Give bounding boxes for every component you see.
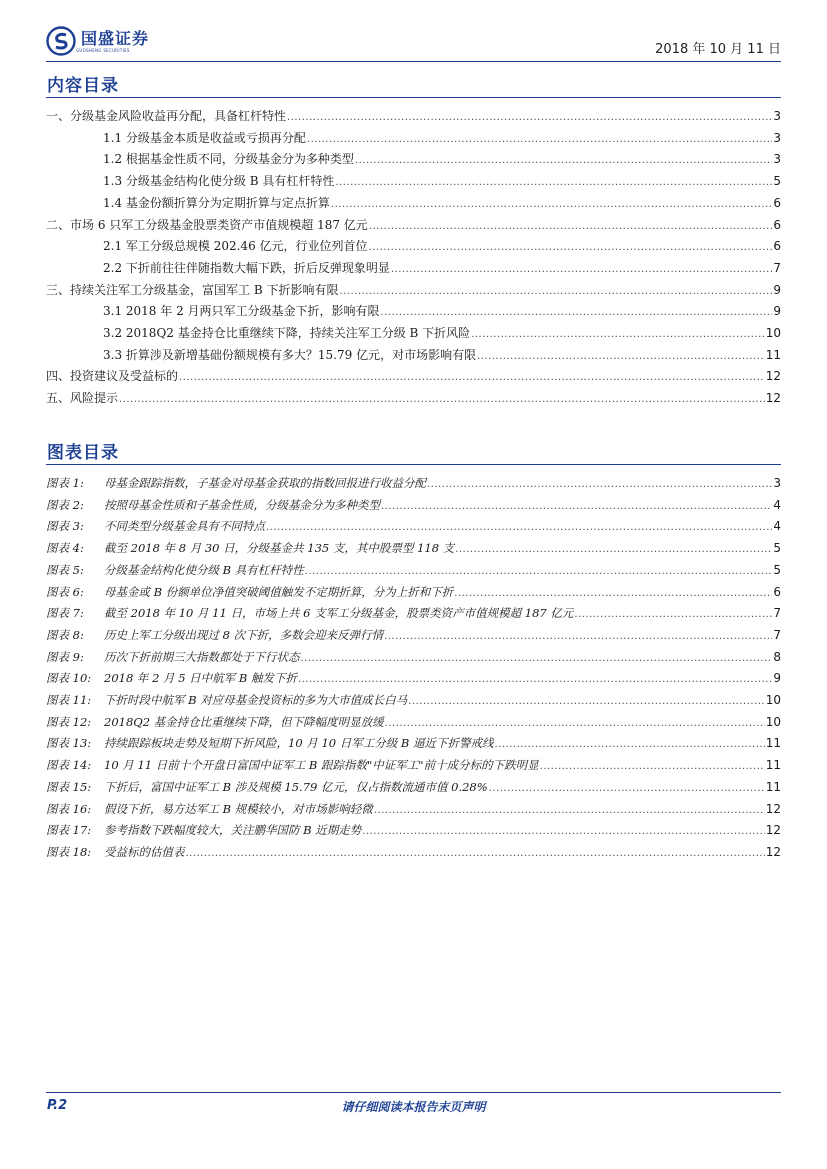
figure-entry-title [46,647,300,667]
report-date: 2018 年 10 月 11 日 [655,42,781,57]
figure-label: 图表 15: [46,779,92,794]
figure-caption: 下折后，富国中证军工 B 涉及规模 15.79 亿元，仅占指数流通市值 0.28% [104,779,488,794]
toc-entry[interactable] [103,345,781,365]
toc-leader-dots [179,368,765,388]
toc-entry[interactable] [103,323,781,343]
toc-entry-page: 9 [773,304,781,319]
logo-subtext: GUOSHENG SECURITIES [76,47,130,53]
toc-entry-title: 3.3 折算涉及新增基础份额规模有多大？15.79 亿元，对市场影响有限 [103,347,477,362]
figure-leader-dots [540,757,765,777]
figure-entry[interactable] [46,777,781,797]
figure-entry[interactable] [46,495,781,515]
figure-label: 图表 1: [46,476,84,490]
figure-label: 图表 3: [46,519,84,534]
toc-leader-dots [335,173,772,193]
logo-text: 国盛证券 [81,28,150,48]
figure-leader-dots [495,735,765,755]
toc-entry-title: 3.2 2018Q2 基金持仓比重继续下降，持续关注军工分级 B 下折风险 [103,326,471,340]
figure-leader-dots [384,627,772,647]
figure-leader-dots [455,540,772,560]
figure-entry-title [46,603,573,623]
toc-entry-page: 11 [765,347,781,362]
figure-label: 图表 10: [46,671,92,686]
figure-entry[interactable] [46,733,781,753]
figure-entry[interactable] [46,842,781,862]
toc-entry-title: 三、持续关注军工分级基金，富国军工 B 下折影响有限 [46,282,339,297]
figure-leader-dots [305,562,773,582]
figure-caption: 受益标的估值表 [104,844,185,859]
toc-entry-title: 五、风险提示 [46,391,119,406]
header-divider [46,61,781,62]
figure-entry[interactable] [46,560,781,580]
toc-leader-dots [355,151,772,171]
figure-entry-page: 11 [765,758,781,773]
company-logo [46,26,149,56]
toc-entry-title: 3.1 2018 年 2 月两只军工分级基金下折，影响有限 [103,304,380,319]
figure-entry-title [46,690,407,710]
figure-leader-dots [374,801,765,821]
figure-entry-title [46,582,453,602]
figure-entry[interactable] [46,668,781,688]
contents-title-rule [46,97,781,98]
figure-entry-title [46,733,494,753]
toc-entry[interactable] [46,106,781,126]
figure-entry-page: 8 [773,649,781,664]
page-header [46,22,781,62]
toc-leader-dots [471,325,765,345]
figures-title-rule [46,464,781,465]
toc-entry[interactable] [46,280,781,300]
toc-entry-page: 3 [773,109,781,123]
toc-entry[interactable] [103,236,781,256]
figure-leader-dots [408,692,764,712]
figure-caption: 2018 年 2 月 5 日中航军 B 触发下折 [104,671,297,686]
toc-entry-page: 6 [773,217,781,232]
figure-entry[interactable] [46,516,781,536]
figure-entry-page: 11 [765,736,781,751]
figure-label: 图表 18: [46,844,92,859]
figure-entry[interactable] [46,690,781,710]
figure-entry-title [46,712,384,732]
figure-label: 图表 5: [46,562,84,577]
figure-entry-page: 5 [773,562,781,577]
toc-entry-title: 1.1 分级基金本质是收益或亏损再分配 [103,130,306,145]
toc-leader-dots [331,195,772,215]
figure-entry-title [46,799,373,819]
toc-entry[interactable] [46,366,781,386]
figure-entry[interactable] [46,582,781,602]
figure-label: 图表 9: [46,649,84,664]
toc-entry[interactable] [103,171,781,191]
figure-entry-page: 12 [765,844,781,859]
toc-leader-dots [369,217,773,237]
figure-entry[interactable] [46,755,781,775]
figure-entry-page: 5 [773,541,781,556]
figure-entry-page: 12 [765,801,781,816]
toc-entry-title: 1.4 基金份额折算分为定期折算与定点折算 [103,195,330,210]
toc-leader-dots [477,347,765,367]
figure-entry-page: 7 [773,606,781,621]
figure-entry-page: 7 [773,627,781,642]
figure-leader-dots [381,497,772,517]
toc-entry-page: 10 [765,326,781,340]
figure-entry-title [46,842,185,862]
disclaimer-note: 请仔细阅读本报告末页声明 [341,1100,486,1114]
figure-entry-page: 11 [765,779,781,794]
figure-caption: 历次下折前期三大指数都处于下行状态 [104,649,300,664]
figure-entry-page: 10 [765,714,781,729]
figure-entry-page: 10 [765,693,781,707]
toc-entry-title: 四、投资建议及受益标的 [46,369,179,384]
figure-label: 图表 16: [46,801,92,816]
figure-entry[interactable] [46,538,781,558]
figure-label: 图表 14: [46,758,92,773]
toc-entry-page: 7 [773,260,781,275]
figure-caption: 按照母基金性质和子基金性质，分级基金分为多种类型 [104,497,380,512]
figure-caption: 2018Q2 基金持仓比重继续下降，但下降幅度明显放缓 [104,714,384,729]
figure-entry-title [46,755,539,775]
figure-caption: 分级基金结构化使分级 B 具有杠杆特性 [104,562,304,577]
figure-entry-title [46,625,383,645]
figure-caption: 截至 2018 年 10 月 11 日，市场上共 6 支军工分级基金，股票类资产市值规模超 187 亿元 [104,606,574,621]
figure-entry-title [46,495,380,515]
contents-title: 内容目录 [47,76,119,96]
figure-entry-title [46,516,265,536]
figure-entry-page: 12 [765,823,781,838]
figure-label: 图表 11: [46,693,92,707]
figure-entry-page: 3 [773,476,781,490]
toc-entry-page: 9 [773,282,781,297]
figure-caption: 假设下折，易方达军工 B 规模较小，对市场影响轻微 [104,801,373,816]
toc-entry[interactable] [103,258,781,278]
figure-caption: 母基金跟踪指数，子基金对母基金获取的指数回报进行收益分配 [104,476,426,490]
figure-caption: 不同类型分级基金具有不同特点 [104,519,265,534]
figure-entry-title [46,560,304,580]
figure-entry[interactable] [46,473,781,493]
figure-entry-page: 4 [773,519,781,534]
figure-entry[interactable] [46,625,781,645]
figure-label: 图表 4: [46,541,84,556]
figure-entry[interactable] [46,820,781,840]
toc-entry-page: 3 [773,130,781,145]
toc-entry-page: 5 [773,174,781,189]
figure-label: 图表 2: [46,497,84,512]
footer-divider [46,1092,781,1093]
figure-label: 图表 17: [46,823,92,838]
toc-leader-dots [391,260,772,280]
toc-entry[interactable] [46,215,781,235]
figure-entry-title [46,668,297,688]
figure-entry-page: 6 [773,584,781,599]
toc-entry-page: 6 [773,239,781,254]
figure-caption: 10 月 11 日前十个开盘日富国中证军工 B 跟踪指数"中证军工"前十成分标的下跌明显 [104,758,539,773]
toc-entry[interactable] [103,301,781,321]
figure-leader-dots [427,475,772,495]
figure-entry-title [46,777,488,797]
toc-leader-dots [381,303,773,323]
figure-label: 图表 6: [46,584,84,599]
figure-caption: 截至 2018 年 8 月 30 日，分级基金共 135 支，其中股票型 118 支 [104,541,455,556]
toc-entry-page: 6 [773,195,781,210]
figure-leader-dots [454,584,772,604]
toc-entry[interactable] [103,149,781,169]
page-number: P.2 [47,1098,68,1113]
figure-entry[interactable] [46,647,781,667]
toc-entry-title: 1.3 分级基金结构化使分级 B 具有杠杆特性 [103,174,335,189]
figure-leader-dots [186,844,765,864]
figure-entry-page: 9 [773,671,781,686]
toc-entry-page: 12 [765,369,781,384]
figure-entry-title [46,538,454,558]
figure-entry[interactable] [46,712,781,732]
toc-entry[interactable] [103,193,781,213]
toc-entry-title: 1.2 根据基金性质不同，分级基金分为多种类型 [103,152,354,167]
toc-entry-title: 2.2 下折前往往伴随指数大幅下跌，折后反弹现象明显 [103,260,390,275]
figure-entry-title [46,473,426,493]
figure-entry-page: 4 [773,497,781,512]
toc-entry[interactable] [103,128,781,148]
figure-leader-dots [385,714,765,734]
figure-label: 图表 8: [46,627,84,642]
figure-caption: 历史上军工分级出现过 8 次下折，多数会迎来反弹行情 [104,627,384,642]
toc-leader-dots [369,238,773,258]
toc-entry-page: 3 [773,152,781,167]
figure-caption: 母基金或 B 份额单位净值突破阈值触发不定期折算，分为上折和下折 [104,584,454,599]
figure-label: 图表 13: [46,736,92,751]
figure-label: 图表 12: [46,714,92,729]
logo-icon [46,26,76,56]
figure-leader-dots [266,518,772,538]
figure-leader-dots [301,649,773,669]
figure-leader-dots [362,822,764,842]
toc-leader-dots [287,108,772,128]
figure-caption: 参考指数下跌幅度较大，关注鹏华国防 B 近期走势 [104,823,362,838]
figure-entry[interactable] [46,603,781,623]
figure-leader-dots [298,670,772,690]
figure-leader-dots [489,779,765,799]
toc-leader-dots [119,390,765,410]
toc-entry-title: 2.1 军工分级总规模 202.46 亿元，行业位列首位 [103,239,368,254]
figure-label: 图表 7: [46,606,84,621]
figure-leader-dots [574,605,772,625]
toc-entry-page: 12 [765,391,781,406]
toc-entry[interactable] [46,388,781,408]
toc-entry-title: 二、市场 6 只军工分级基金股票类资产市值规模超 187 亿元 [46,217,368,232]
toc-entry-title: 一、分级基金风险收益再分配，具备杠杆特性 [46,109,287,123]
figure-caption: 下折时段中航军 B 对应母基金投资标的多为大市值成长白马 [104,693,408,707]
toc-leader-dots [339,282,772,302]
figures-title: 图表目录 [47,443,119,463]
toc-leader-dots [307,130,772,150]
figure-caption: 持续跟踪板块走势及短期下折风险，10 月 10 日军工分级 B 逼近下折警戒线 [104,736,494,751]
figure-entry-title [46,820,361,840]
figure-entry[interactable] [46,799,781,819]
